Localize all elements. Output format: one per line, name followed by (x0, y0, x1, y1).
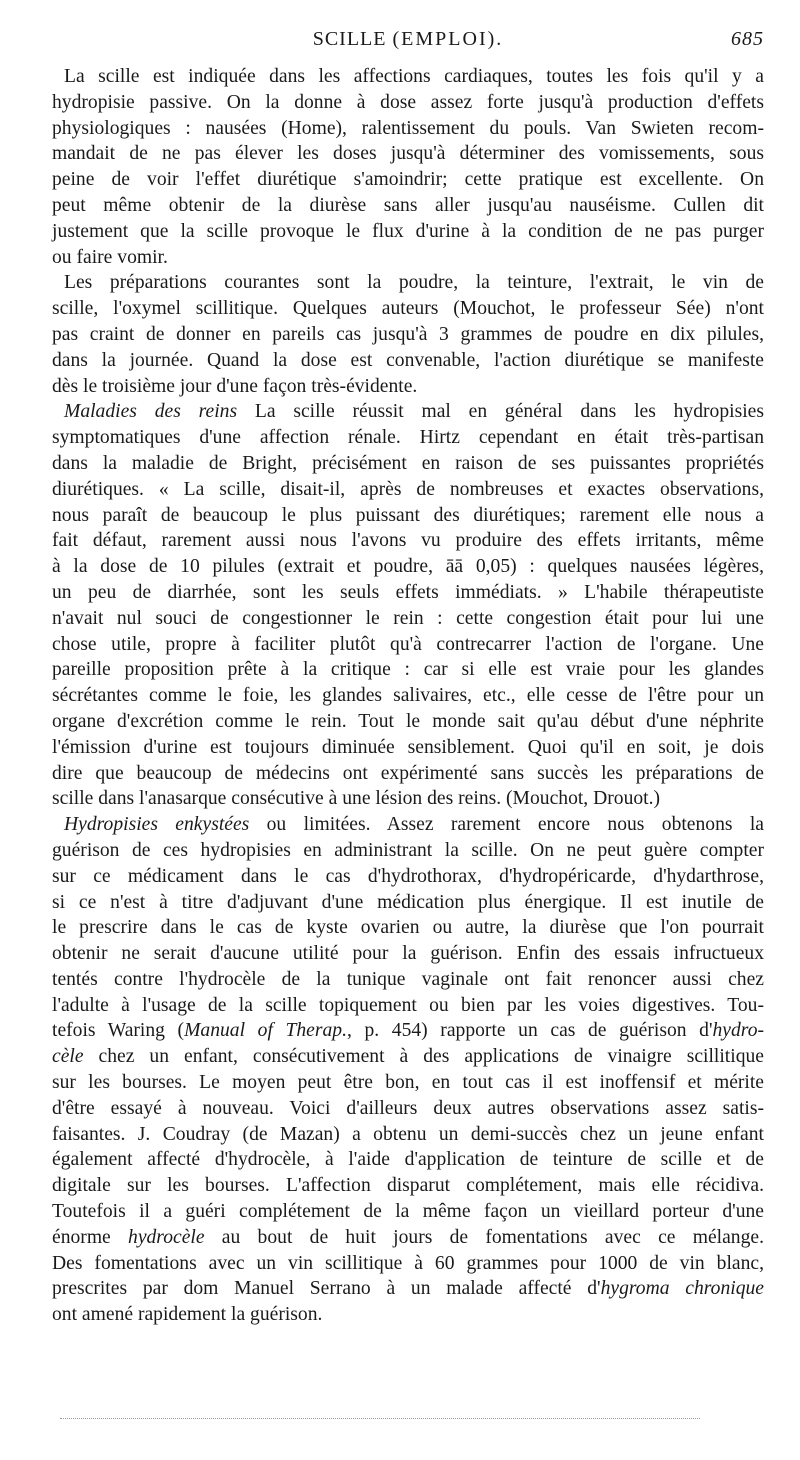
body-text (52, 64, 764, 1328)
text-run: au bout de huit jours de fomentations avec ce mélange. (204, 1226, 764, 1248)
text-line (52, 167, 764, 193)
running-title (52, 28, 764, 51)
text-run: dès le troisième jour d'une façon très-évidente. (52, 375, 418, 397)
text-line (52, 141, 764, 167)
text-line (52, 116, 764, 142)
text-line (52, 1225, 764, 1251)
text-run: énorme (52, 1226, 129, 1248)
italic-text: hygroma chronique (600, 1278, 764, 1300)
book-page (52, 28, 764, 1328)
text-line (52, 1173, 764, 1199)
text-line (52, 219, 764, 245)
text-line (52, 1096, 764, 1122)
text-line (52, 425, 764, 451)
text-run: sur les bourses. Le moyen peut être bon, en tout cas il est inoffensif et mérite (52, 1072, 764, 1094)
text-line (52, 503, 764, 529)
italic-text: Manual of Therap. (184, 1020, 347, 1042)
text-line (52, 1147, 764, 1173)
text-run: dire que beaucoup de médecins ont expérimenté sans succès les préparations de (52, 762, 764, 784)
text-line (52, 374, 764, 400)
text-line (52, 1276, 764, 1302)
text-run: organe d'excrétion comme le rein. Tout le monde sait qu'au début d'une néphrite (52, 710, 764, 732)
text-run: Des fomentations avec un vin scillitique à 60 grammes pour 1000 de vin blanc, (52, 1252, 764, 1274)
text-run: digitale sur les bourses. L'affection disparut complétement, mais elle récidiva. (52, 1175, 764, 1197)
text-run: dans la journée. Quand la dose est convenable, l'action diurétique se manifeste (52, 349, 764, 371)
text-line (52, 1018, 764, 1044)
italic-text: Hydropisies enkystées (64, 814, 250, 836)
text-line (52, 322, 764, 348)
text-run: hydropisie passive. On la donne à dose assez forte jusqu'à production d'effets (52, 91, 764, 113)
text-run: guérison de ces hydropisies en administrant la scille. On ne peut guère compter (52, 839, 764, 861)
text-run: l'adulte à l'usage de la scille topiquement ou bien par les voies digestives. Tou- (52, 994, 764, 1016)
text-run: scille dans l'anasarque consécutive à une lésion des reins. (Mouchot, Drouot.) (52, 788, 661, 810)
text-line (52, 1122, 764, 1148)
italic-text: hydro- (712, 1020, 765, 1042)
text-run: peut même obtenir de la diurèse sans aller jusqu'au nauséisme. Cullen dit (52, 194, 764, 216)
text-line (52, 709, 764, 735)
text-line (52, 993, 764, 1019)
text-line (52, 941, 764, 967)
text-run: tentés contre l'hydrocèle de la tunique vaginale ont fait renoncer aussi chez (52, 968, 764, 990)
text-line (52, 890, 764, 916)
text-run: à la dose de 10 pilules (extrait et poudre, āā 0,05) : quelques nausées légères, (52, 556, 764, 578)
text-run: La scille est indiquée dans les affections cardiaques, toutes les fois qu'il y a (64, 66, 764, 87)
text-run: sur ce médicament dans le cas d'hydrothorax, d'hydropéricarde, d'hydarthrose, (52, 865, 764, 887)
text-run: scille, l'oxymel scillitique. Quelques auteurs (Mouchot, le professeur Sée) n'ont (52, 298, 764, 320)
text-run: ou faire vomir. (52, 246, 168, 268)
text-run: également affecté d'hydrocèle, à l'aide d'application de teinture de scille et de (52, 1149, 764, 1171)
text-run: un peu de diarrhée, sont les seuls effets immédiats. » L'habile thérapeutiste (52, 581, 764, 603)
text-run: chez un enfant, consécutivement à des applications de vinaigre scillitique (83, 1046, 764, 1068)
text-run: dans la maladie de Bright, précisément en raison de ses puissantes propriétés (52, 452, 764, 474)
text-run: pas craint de donner en pareils cas jusqu'à 3 grammes de poudre en dix pilules, (52, 323, 764, 345)
text-run: si ce n'est à titre d'adjuvant d'une médication plus énergique. Il est inutile de (52, 891, 764, 913)
text-run: d'être essayé à nouveau. Voici d'ailleurs deux autres observations assez satis- (52, 1097, 764, 1119)
text-line (52, 193, 764, 219)
text-line (52, 1070, 764, 1096)
text-run: sécrétantes comme le foie, les glandes salivaires, etc., elle cesse de l'être pour un (52, 685, 764, 707)
text-line (52, 812, 764, 838)
header-title: SCILLE (312, 28, 387, 50)
text-run: fait défaut, rarement aussi nous l'avons vu produire des effets irritants, même (52, 530, 764, 552)
text-run: chose utile, propre à faciliter plutôt qu'à contrecarrer l'action de l'organe. Une (52, 633, 764, 655)
text-line (52, 1199, 764, 1225)
text-line (52, 477, 764, 503)
text-line (52, 348, 764, 374)
text-run: le prescrire dans le cas de kyste ovarien ou autre, la diurèse que l'on pourrait (52, 917, 764, 939)
text-line (52, 761, 764, 787)
italic-text: hydrocèle (128, 1226, 205, 1248)
text-line (52, 528, 764, 554)
text-run: n'avait nul souci de congestionner le rein : cette congestion était pour lui une (52, 607, 764, 629)
text-run: mandait de ne pas élever les doses jusqu'à déterminer des vomissements, sous (52, 143, 764, 165)
text-run: l'émission d'urine est toujours diminuée sensiblement. Quoi qu'il en soit, je dois (52, 736, 764, 758)
text-line (52, 864, 764, 890)
text-line (52, 245, 764, 271)
text-line (52, 1044, 764, 1070)
text-run: diurétiques. « La scille, disait-il, après de nombreuses et exactes observations, (52, 478, 764, 500)
text-line (52, 1251, 764, 1277)
italic-text: Maladies des reins (64, 401, 238, 423)
text-line (52, 554, 764, 580)
text-run: Les préparations courantes sont la poudre, la teinture, l'extrait, le vin de (64, 272, 764, 294)
text-run: prescrites par dom Manuel Serrano à un malade affecté d' (52, 1278, 601, 1300)
text-line (52, 451, 764, 477)
text-line (52, 786, 764, 812)
text-line (52, 64, 764, 90)
text-line (52, 270, 764, 296)
text-run: , p. 454) rapporte un cas de guérison d' (347, 1020, 713, 1042)
text-line (52, 657, 764, 683)
text-run: obtenir ne serait d'aucune utilité pour la guérison. Enfin des essais infructueux (52, 943, 764, 965)
text-line (52, 606, 764, 632)
text-line (52, 967, 764, 993)
text-line (52, 915, 764, 941)
header-subtitle: (EMPLOI). (392, 28, 504, 50)
text-run: ou limitées. Assez rarement encore nous obtenons la (249, 814, 764, 836)
text-line (52, 683, 764, 709)
footer-rule (60, 1418, 700, 1419)
text-run: La scille réussit mal en général dans les hydropisies (237, 401, 764, 423)
text-line (52, 632, 764, 658)
italic-text: cèle (52, 1046, 84, 1068)
text-run: physiologiques : nausées (Home), ralentissement du pouls. Van Swieten recom- (52, 117, 764, 139)
text-line (52, 296, 764, 322)
text-run: nous paraît de beaucoup le plus puissant des diurétiques; rarement elle nous a (52, 504, 764, 526)
text-run: ont amené rapidement la guérison. (52, 1304, 323, 1326)
text-line (52, 735, 764, 761)
text-run: justement que la scille provoque le flux d'urine à la condition de ne pas purger (52, 220, 764, 242)
text-line (52, 1302, 764, 1328)
text-run: pareille proposition prête à la critique : car si elle est vraie pour les glandes (52, 659, 764, 681)
text-line (52, 399, 764, 425)
text-run: peine de voir l'effet diurétique s'amoindrir; cette pratique est excellente. On (52, 169, 764, 191)
text-run: Toutefois il a guéri complétement de la même façon un vieillard porteur d'une (52, 1201, 764, 1223)
page-number: 685 (731, 28, 764, 50)
running-head (52, 28, 764, 56)
text-line (52, 580, 764, 606)
text-run: symptomatiques d'une affection rénale. Hirtz cependant en était très-partisan (52, 427, 764, 449)
text-line (52, 90, 764, 116)
text-run: tefois Waring ( (52, 1020, 185, 1042)
text-run: faisantes. J. Coudray (de Mazan) a obtenu un demi-succès chez un jeune enfant (52, 1123, 764, 1145)
text-line (52, 838, 764, 864)
